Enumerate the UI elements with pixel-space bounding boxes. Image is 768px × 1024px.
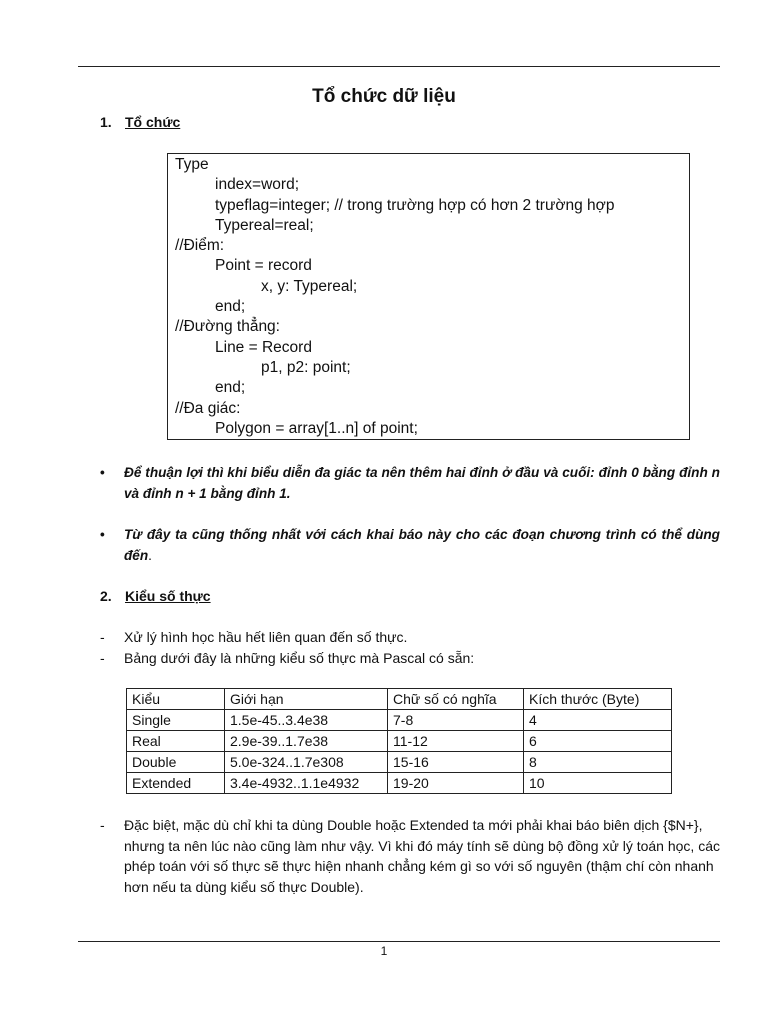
dash-mark: - (100, 650, 105, 666)
code-line: //Điểm: (175, 237, 225, 255)
table-row (127, 710, 672, 731)
dash-text: Đặc biệt, mặc dù chỉ khi ta dùng Double hoặc Extended ta mới phải khai báo biên dịch {$N+}, nhưng ta nên lúc nào cũng làm như vậy. Vì khi đó máy tính sẽ dùng bộ đồng xử lý toán học, các phép toán với số thực sẽ thực hiện nhanh chẳng kém gì so với số nguyên (thậm chí còn nhanh hơn nếu ta dùng kiểu số thực Double). (124, 817, 720, 895)
table-row (127, 773, 672, 794)
bullet-item (100, 525, 720, 566)
section-heading-text: Kiểu số thực (125, 588, 211, 604)
table-header-cell: Kiểu (127, 689, 225, 710)
code-block (167, 153, 690, 440)
table-row (127, 731, 672, 752)
code-line: Polygon = array[1..n] of point; (215, 419, 418, 437)
dash-text: Bảng dưới đây là những kiểu số thực mà Pascal có sẵn: (124, 650, 475, 666)
table-header-cell: Giới hạn (225, 689, 388, 710)
table-cell: 10 (524, 773, 672, 794)
code-line: x, y: Typereal; (261, 277, 358, 295)
table-cell: 11-12 (388, 731, 524, 752)
real-types-table (126, 688, 672, 794)
section-heading-1 (100, 114, 180, 130)
table-header-cell: Chữ số có nghĩa (388, 689, 524, 710)
code-line: //Đường thẳng: (175, 318, 280, 336)
table-cell: 3.4e-4932..1.1e4932 (225, 773, 388, 794)
dash-text: Xử lý hình học hầu hết liên quan đến số thực. (124, 629, 408, 645)
table-row (127, 752, 672, 773)
table-cell: 15-16 (388, 752, 524, 773)
section-number: 1. (100, 114, 112, 130)
table-cell: Real (127, 731, 225, 752)
table-cell: 2.9e-39..1.7e38 (225, 731, 388, 752)
table-cell: 4 (524, 710, 672, 731)
table-cell: 8 (524, 752, 672, 773)
code-line: end; (215, 298, 246, 316)
bullet-text-main: Từ đây ta cũng thống nhất với cách khai báo này cho các đoạn chương trình có thể dùng đến (124, 527, 720, 563)
table-cell: 19-20 (388, 773, 524, 794)
section-number: 2. (100, 588, 112, 604)
bullet-dot-icon: • (100, 465, 105, 480)
dash-item (100, 815, 720, 897)
code-line: //Đa giác: (175, 399, 241, 417)
dash-item (100, 648, 720, 669)
bullet-text-end: . (148, 547, 152, 563)
footer-rule (78, 941, 720, 942)
code-line: Typereal=real; (215, 216, 314, 234)
code-line: Line = Record (215, 338, 312, 356)
dash-mark: - (100, 817, 105, 833)
page-number: 1 (380, 944, 388, 958)
table-cell: Double (127, 752, 225, 773)
code-line: end; (215, 379, 246, 397)
section-heading-text: Tổ chức (125, 114, 181, 130)
code-line: Point = record (215, 257, 312, 275)
table-cell: Single (127, 710, 225, 731)
code-line: typeflag=integer; // trong trường hợp có hơn 2 trường hợp (215, 196, 615, 214)
bullet-dot-icon: • (100, 527, 105, 542)
code-line: p1, p2: point; (261, 358, 351, 376)
table-cell: Extended (127, 773, 225, 794)
dash-item (100, 627, 720, 648)
dash-mark: - (100, 629, 105, 645)
table-header-row (127, 689, 672, 710)
bullet-item (100, 463, 720, 504)
table-cell: 6 (524, 731, 672, 752)
header-rule (78, 66, 720, 67)
code-line: index=word; (215, 176, 300, 194)
code-line: Type (175, 156, 209, 173)
table-cell: 1.5e-45..3.4e38 (225, 710, 388, 731)
bullet-text (124, 525, 720, 566)
table-cell: 5.0e-324..1.7e308 (225, 752, 388, 773)
page-title: Tổ chức dữ liệu (312, 86, 456, 107)
bullet-text: Để thuận lợi thì khi biểu diễn đa giác ta nên thêm hai đỉnh ở đầu và cuối: đỉnh 0 bằng đỉnh n và đỉnh n + 1 bằng đỉnh 1. (124, 465, 720, 501)
section-heading-2 (100, 588, 211, 604)
table-header-cell: Kích thước (Byte) (524, 689, 672, 710)
table-cell: 7-8 (388, 710, 524, 731)
